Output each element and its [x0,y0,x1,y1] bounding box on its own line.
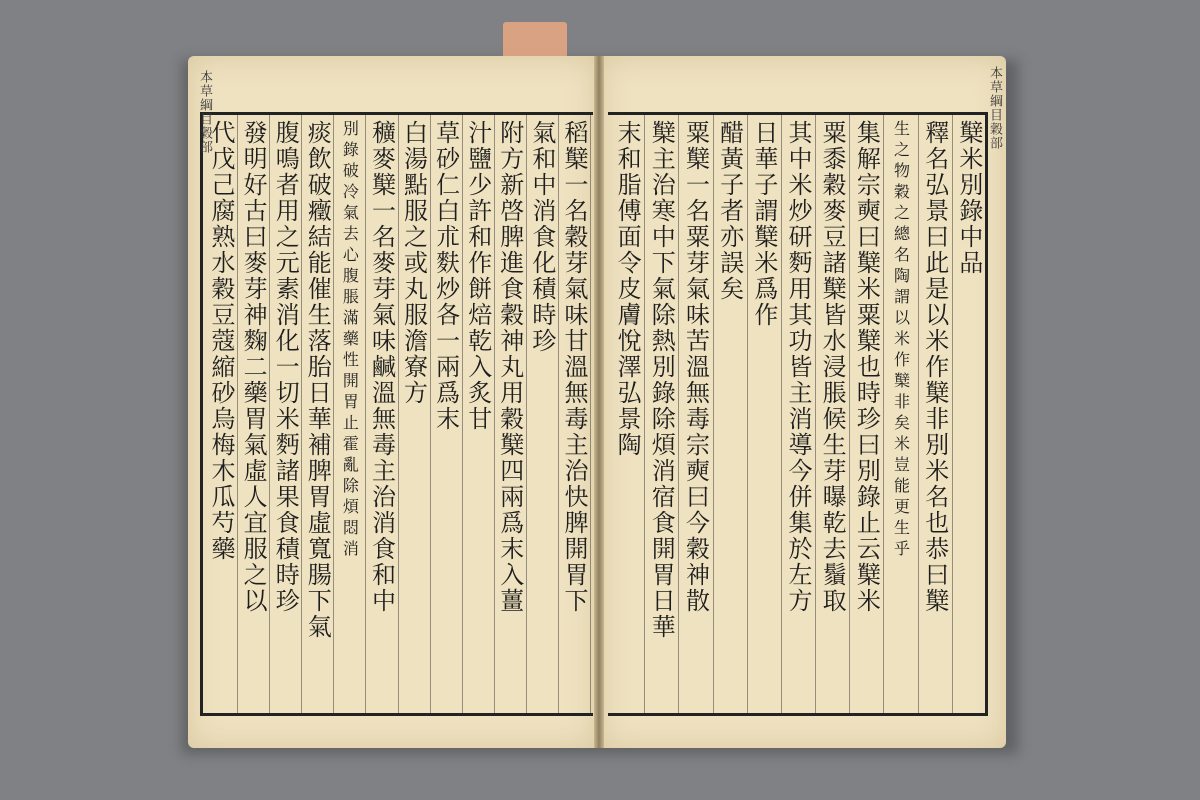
column-rule [815,114,816,714]
column-rule [590,114,591,714]
text-column: 粟櫱一名粟芽氣味苦溫無毒宗奭曰今穀神散 [681,120,710,614]
column-rule [849,114,850,714]
text-column: 汁鹽少許和作餅焙乾入炙甘 [463,120,492,432]
column-rule [781,114,782,714]
column-rule [713,114,714,714]
right-margin-title: 本草綱目穀部 [987,66,1002,150]
column-rule [269,114,270,714]
book-gutter [594,56,604,748]
text-column: 發明好古曰麥芽神麴二藥胃氣虛人宜服之以 [239,120,268,614]
text-column: 醋黃子者亦誤矣 [715,120,744,302]
column-rule [558,114,559,714]
column-rule [301,114,302,714]
text-column: 氣和中消食化積時珍 [527,120,556,354]
text-column: 穬麥櫱一名麥芽氣味鹹溫無毒主治消食和中 [367,120,396,614]
column-rule [462,114,463,714]
column-rule [494,114,495,714]
column-rule [398,114,399,714]
text-column: 釋名弘景曰此是以米作櫱非別米名也恭曰櫱 [920,120,949,614]
text-column: 附方新啓脾進食穀神丸用穀櫱四兩爲末入薑 [495,120,524,614]
column-rule [526,114,527,714]
text-column: 櫱主治寒中下氣除熱別錄除煩消宿食開胃日華 [647,120,676,640]
text-column: 腹鳴者用之元素消化一切米麪諸果食積時珍 [271,120,300,614]
column-rule [952,114,953,714]
column-rule [237,114,238,714]
text-column: 生之物穀之總名陶謂以米作櫱非矣米豈能更生乎 [891,120,911,561]
column-rule [644,114,645,714]
text-column: 櫱米別錄中品 [954,120,983,276]
column-rule [918,114,919,714]
column-rule [986,114,987,714]
text-column: 粟黍穀麥豆諸櫱皆水浸脹候生芽曝乾去鬚取 [818,120,847,614]
text-column: 日華子謂櫱米爲作 [749,120,778,328]
text-column: 白湯點服之或丸服澹寮方 [399,120,428,406]
text-column: 集解宗奭曰櫱米粟櫱也時珍曰別錄止云櫱米 [852,120,881,614]
column-rule [883,114,884,714]
text-column: 末和脂傅面令皮膚悅澤弘景陶 [613,120,642,458]
text-column: 其中米炒研麪用其功皆主消導今併集於左方 [784,120,812,614]
text-column: 痰飲破癥結能催生落胎日華補脾胃虛寬腸下氣 [303,120,332,640]
column-rule [678,114,679,714]
column-rule [333,114,334,714]
text-column: 別錄破冷氣去心腹脹滿藥性開胃止霍亂除煩悶消 [340,120,360,561]
column-rule [430,114,431,714]
left-margin-title: 本草綱目穀部 [197,70,212,154]
column-rule [747,114,748,714]
text-column: 代戊己腐熟水穀豆蔻縮砂烏梅木瓜芍藥 [207,120,236,562]
column-rule [365,114,366,714]
text-column: 稻櫱一名穀芽氣味甘溫無毒主治快脾開胃下 [559,120,588,614]
text-column: 草砂仁白朮麩炒各一兩爲末 [431,120,460,432]
